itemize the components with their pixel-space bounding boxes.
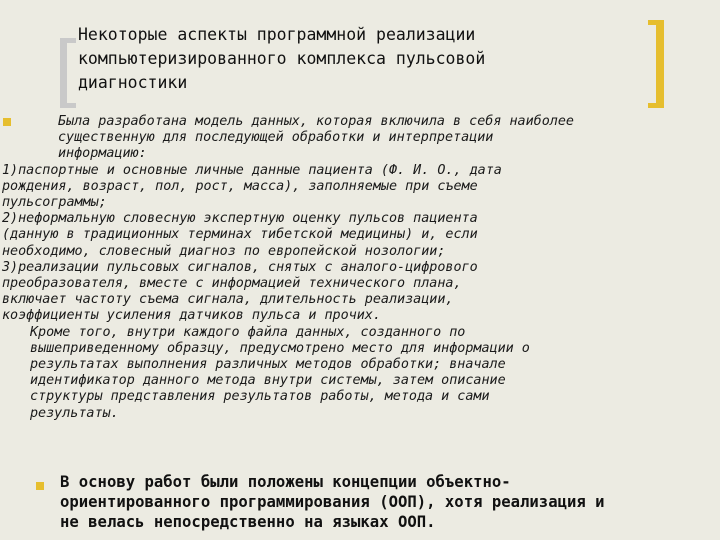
slide-title: Некоторые аспекты программной реализации компьютеризированного комплекса пульсовой диагностики bbox=[78, 25, 486, 92]
title-bracket-left-bottom bbox=[60, 103, 76, 108]
slide-body bbox=[0, 114, 718, 422]
paragraph-additional-info: Кроме того, внутри каждого файла данных, созданного по вышеприведенному образцу, предусмотрено место для информации о результатах выполнения различных методов обработки; вначале идентификатор данного метода внутри системы, затем описание структуры представления результатов работы, метода и сами результаты. bbox=[30, 324, 530, 421]
title-bracket-right-bottom bbox=[648, 103, 664, 108]
title-bracket-right bbox=[656, 20, 664, 108]
bullet-paragraph-oop: В основу работ были положены концепции объектно- ориентированного программирования (ООП), хотя реализация и не велась непосредственно на языках ООП. bbox=[60, 473, 605, 531]
bullet-paragraph-data-model: Была разработана модель данных, которая включила в себя наиболее существенную для последующей обработки и интерпретации информацию: bbox=[58, 114, 574, 162]
list-item-passport-data: 1)паспортные и основные личные данные пациента (Ф. И. О., дата рождения, возраст, пол, рост, масса), заполняемые при съеме пульсограммы; bbox=[2, 162, 502, 211]
bullet-square-icon bbox=[36, 482, 44, 490]
title-bracket-left bbox=[60, 38, 67, 108]
title-bracket-right-top bbox=[648, 20, 664, 25]
list-item-expert-assessment: 2)неформальную словесную экспертную оценку пульсов пациента (данную в традиционных терминах тибетской медицины) и, если необходимо, словесный диагноз по европейской нозологии; bbox=[2, 211, 478, 259]
title-bracket-left-top bbox=[60, 38, 76, 43]
list-item-pulse-signals: 3)реализации пульсовых сигналов, снятых с аналого-цифрового преобразователя, вместе с информацией технического плана, включает частоту съема сигнала, длительность реализации, коэффициенты усиления датчиков пульса и прочих. bbox=[2, 259, 478, 324]
